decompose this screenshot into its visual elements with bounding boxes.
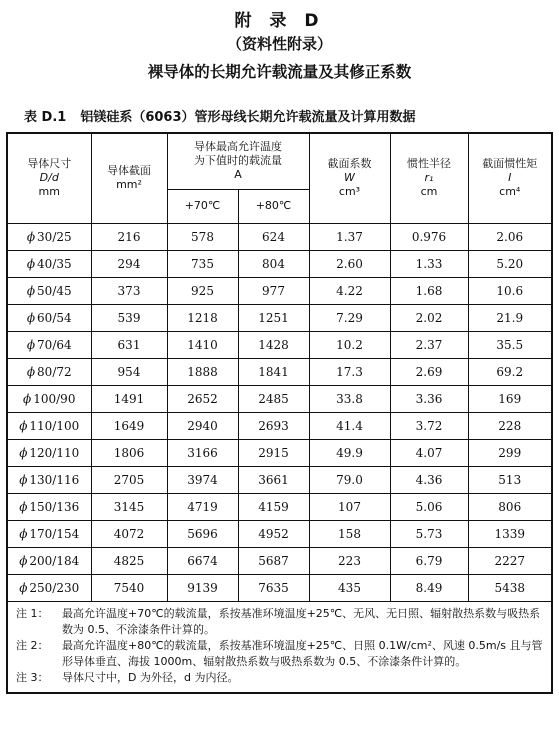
cell-size: ϕ 200/184 <box>7 547 91 574</box>
phi-symbol: ϕ <box>26 283 36 298</box>
cell-moment-of-inertia: 169 <box>468 385 552 412</box>
cell-gyration-radius: 5.06 <box>390 493 468 520</box>
cell-gyration-radius: 0.976 <box>390 223 468 250</box>
note-item <box>16 638 545 670</box>
phi-symbol: ϕ <box>19 499 28 514</box>
phi-symbol: ϕ <box>19 526 28 541</box>
cell-section-modulus: 7.29 <box>309 304 390 331</box>
cell-current-70: 9139 <box>167 574 238 601</box>
note-label: 注 3： <box>16 670 49 684</box>
section-title: 裸导体的长期允许载流量及其修正系数 <box>147 63 412 81</box>
appendix-title: 附 录 D <box>234 11 325 31</box>
cell-moment-of-inertia: 2227 <box>468 547 552 574</box>
table-row <box>7 250 552 277</box>
cell-gyration-radius: 5.73 <box>390 520 468 547</box>
cell-current-70: 3166 <box>167 439 238 466</box>
cell-area: 4825 <box>91 547 167 574</box>
cell-section-modulus: 4.22 <box>309 277 390 304</box>
cell-section-modulus: 79.0 <box>309 466 390 493</box>
cell-area: 1491 <box>91 385 167 412</box>
cell-current-70: 1888 <box>167 358 238 385</box>
cell-area: 954 <box>91 358 167 385</box>
cell-size: ϕ 40/35 <box>7 250 91 277</box>
phi-symbol: ϕ <box>26 256 36 271</box>
cell-gyration-radius: 2.02 <box>390 304 468 331</box>
phi-symbol: ϕ <box>26 337 36 352</box>
cell-section-modulus: 2.60 <box>309 250 390 277</box>
cell-size: ϕ 130/116 <box>7 466 91 493</box>
appendix-type: （资料性附录） <box>226 35 332 53</box>
phi-symbol: ϕ <box>23 391 32 406</box>
cell-moment-of-inertia: 228 <box>468 412 552 439</box>
table-row <box>7 304 552 331</box>
cell-size: ϕ 80/72 <box>7 358 91 385</box>
note-item <box>16 606 545 638</box>
ampacity-table <box>6 132 553 694</box>
cell-moment-of-inertia: 2.06 <box>468 223 552 250</box>
cell-current-70: 578 <box>167 223 238 250</box>
cell-gyration-radius: 3.72 <box>390 412 468 439</box>
table-row <box>7 412 552 439</box>
table-row <box>7 277 552 304</box>
cell-section-modulus: 1.37 <box>309 223 390 250</box>
cell-current-80: 977 <box>238 277 309 304</box>
cell-size: ϕ 170/154 <box>7 520 91 547</box>
table-row <box>7 493 552 520</box>
cell-current-80: 2693 <box>238 412 309 439</box>
cell-moment-of-inertia: 10.6 <box>468 277 552 304</box>
table-row <box>7 466 552 493</box>
cell-current-80: 1428 <box>238 331 309 358</box>
cell-current-80: 2485 <box>238 385 309 412</box>
cell-area: 1649 <box>91 412 167 439</box>
cell-size: ϕ 100/90 <box>7 385 91 412</box>
phi-symbol: ϕ <box>19 580 28 595</box>
cell-size: ϕ 60/54 <box>7 304 91 331</box>
cell-current-80: 3661 <box>238 466 309 493</box>
cell-size: ϕ 110/100 <box>7 412 91 439</box>
cell-moment-of-inertia: 5.20 <box>468 250 552 277</box>
cell-size: ϕ 30/25 <box>7 223 91 250</box>
phi-symbol: ϕ <box>26 229 36 244</box>
table-row <box>7 439 552 466</box>
cell-area: 4072 <box>91 520 167 547</box>
table-row <box>7 520 552 547</box>
cell-section-modulus: 158 <box>309 520 390 547</box>
cell-area: 2705 <box>91 466 167 493</box>
cell-current-80: 4159 <box>238 493 309 520</box>
cell-current-80: 804 <box>238 250 309 277</box>
cell-gyration-radius: 2.37 <box>390 331 468 358</box>
table-container <box>6 132 551 694</box>
table-row <box>7 331 552 358</box>
cell-gyration-radius: 1.68 <box>390 277 468 304</box>
cell-current-70: 3974 <box>167 466 238 493</box>
cell-section-modulus: 33.8 <box>309 385 390 412</box>
header-temp-70: +70℃ <box>167 189 238 223</box>
cell-moment-of-inertia: 299 <box>468 439 552 466</box>
cell-current-80: 4952 <box>238 520 309 547</box>
cell-gyration-radius: 4.07 <box>390 439 468 466</box>
cell-size: ϕ 50/45 <box>7 277 91 304</box>
cell-size: ϕ 120/110 <box>7 439 91 466</box>
cell-moment-of-inertia: 513 <box>468 466 552 493</box>
cell-moment-of-inertia: 5438 <box>468 574 552 601</box>
cell-section-modulus: 223 <box>309 547 390 574</box>
cell-current-70: 735 <box>167 250 238 277</box>
cell-moment-of-inertia: 69.2 <box>468 358 552 385</box>
note-text: 最高允许温度+70℃的载流量，系按基准环境温度+25℃、无风、无日照、辐射散热系数与吸热系数为 0.5、不涂漆条件计算的。 <box>62 606 541 636</box>
note-text: 最高允许温度+80℃的载流量，系按基准环境温度+25℃、日照 0.1W/cm²、风速 0.5m/s 且与管形导体垂直、海拔 1000m、辐射散热系数与吸热系数为 0.5、不涂漆条件计算的。 <box>62 638 543 668</box>
notes-cell <box>7 601 552 693</box>
phi-symbol: ϕ <box>19 418 28 433</box>
cell-current-70: 925 <box>167 277 238 304</box>
header-moment-of-inertia: 截面惯性矩 I cm⁴ <box>468 133 552 223</box>
cell-area: 216 <box>91 223 167 250</box>
header-section-modulus: 截面系数 W cm³ <box>309 133 390 223</box>
table-row <box>7 547 552 574</box>
cell-area: 7540 <box>91 574 167 601</box>
cell-current-80: 5687 <box>238 547 309 574</box>
cell-current-80: 7635 <box>238 574 309 601</box>
cell-area: 294 <box>91 250 167 277</box>
header-temp-80: +80℃ <box>238 189 309 223</box>
cell-moment-of-inertia: 806 <box>468 493 552 520</box>
cell-section-modulus: 49.9 <box>309 439 390 466</box>
cell-current-70: 5696 <box>167 520 238 547</box>
cell-current-80: 1841 <box>238 358 309 385</box>
cell-area: 1806 <box>91 439 167 466</box>
cell-current-70: 2652 <box>167 385 238 412</box>
cell-current-70: 6674 <box>167 547 238 574</box>
header-area: 导体截面 mm² <box>91 133 167 223</box>
note-text: 导体尺寸中，D 为外径，d 为内径。 <box>62 670 239 684</box>
cell-section-modulus: 17.3 <box>309 358 390 385</box>
cell-size: ϕ 250/230 <box>7 574 91 601</box>
table-caption <box>24 106 416 125</box>
table-row <box>7 358 552 385</box>
table-number: 表 D.1 <box>24 110 67 125</box>
phi-symbol: ϕ <box>19 445 28 460</box>
cell-moment-of-inertia: 1339 <box>468 520 552 547</box>
note-label: 注 1： <box>16 606 49 620</box>
cell-area: 373 <box>91 277 167 304</box>
header-gyration-radius: 惯性半径 r₁ cm <box>390 133 468 223</box>
phi-symbol: ϕ <box>19 553 28 568</box>
cell-current-80: 2915 <box>238 439 309 466</box>
notes-list <box>16 606 545 686</box>
cell-gyration-radius: 2.69 <box>390 358 468 385</box>
cell-current-80: 624 <box>238 223 309 250</box>
table-row <box>7 223 552 250</box>
table-body <box>7 223 552 601</box>
cell-current-70: 1218 <box>167 304 238 331</box>
note-item <box>16 670 545 686</box>
header-size: 导体尺寸 D/d mm <box>7 133 91 223</box>
cell-area: 3145 <box>91 493 167 520</box>
cell-current-70: 4719 <box>167 493 238 520</box>
phi-symbol: ϕ <box>26 310 36 325</box>
cell-section-modulus: 435 <box>309 574 390 601</box>
cell-current-80: 1251 <box>238 304 309 331</box>
cell-current-70: 2940 <box>167 412 238 439</box>
cell-area: 539 <box>91 304 167 331</box>
header-current-group: 导体最高允许温度 为下值时的载流量 A <box>167 133 309 189</box>
cell-section-modulus: 41.4 <box>309 412 390 439</box>
cell-gyration-radius: 6.79 <box>390 547 468 574</box>
phi-symbol: ϕ <box>19 472 28 487</box>
cell-gyration-radius: 1.33 <box>390 250 468 277</box>
cell-section-modulus: 10.2 <box>309 331 390 358</box>
cell-size: ϕ 150/136 <box>7 493 91 520</box>
cell-gyration-radius: 4.36 <box>390 466 468 493</box>
cell-gyration-radius: 3.36 <box>390 385 468 412</box>
cell-gyration-radius: 8.49 <box>390 574 468 601</box>
cell-section-modulus: 107 <box>309 493 390 520</box>
cell-size: ϕ 70/64 <box>7 331 91 358</box>
cell-area: 631 <box>91 331 167 358</box>
table-caption-text: 铝镁硅系（6063）管形母线长期允许载流量及计算用数据 <box>80 110 416 125</box>
table-row <box>7 574 552 601</box>
phi-symbol: ϕ <box>26 364 36 379</box>
cell-moment-of-inertia: 35.5 <box>468 331 552 358</box>
note-label: 注 2： <box>16 638 49 652</box>
cell-current-70: 1410 <box>167 331 238 358</box>
cell-moment-of-inertia: 21.9 <box>468 304 552 331</box>
table-row <box>7 385 552 412</box>
